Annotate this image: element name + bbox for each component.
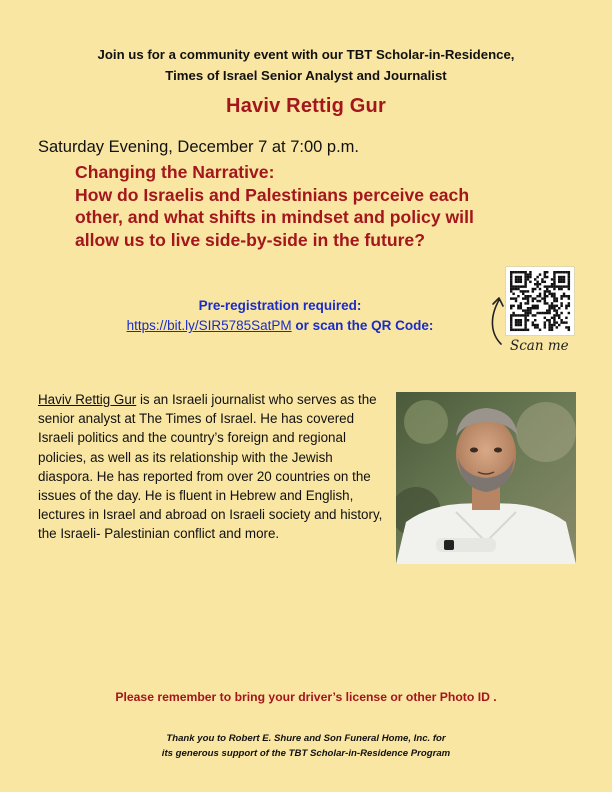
talk-title-line: Changing the Narrative:	[75, 162, 275, 182]
speaker-portrait	[396, 392, 576, 564]
qr-code[interactable]	[505, 266, 575, 336]
event-date: Saturday Evening, December 7 at 7:00 p.m.	[38, 138, 360, 156]
scan-me-label: Scan me	[510, 338, 569, 354]
bio-speaker-name: Haviv Rettig Gur	[38, 392, 137, 407]
registration-line	[80, 316, 480, 336]
photo-id-reminder: Please remember to bring your driver’s license or other Photo ID .	[115, 690, 497, 704]
thanks-line-2: its generous support of the TBT Scholar-in-Residence Program	[161, 748, 451, 759]
sponsor-thanks	[0, 731, 612, 761]
registration-block	[80, 296, 480, 336]
talk-title-line: other, and what shifts in mindset and policy will	[75, 207, 474, 227]
intro-line-2: Times of Israel Senior Analyst and Journalist	[165, 68, 447, 83]
thanks-line-1: Thank you to Robert E. Shure and Son Funeral Home, Inc. for	[166, 733, 446, 744]
bio-text: is an Israeli journalist who serves as the senior analyst at The Times of Israel. He has covered Israeli politics and the country’s foreign and regional policies, as well as its relationship with the Jewish diaspora. He has reported from over 20 countries on the issues of the day. He is fluent in Hebrew and English, lectures in Israel and abroad on Israeli society and history, the Israeli- Palestinian conflict and more.	[38, 392, 383, 542]
speaker-photo	[396, 392, 576, 564]
intro-line-1: Join us for a community event with our TBT Scholar-in-Residence,	[97, 47, 515, 62]
speaker-bio	[38, 390, 390, 544]
talk-title	[75, 161, 575, 251]
registration-required: Pre-registration required:	[198, 298, 362, 313]
intro-text	[0, 44, 612, 86]
scan-qr-text: or scan the QR Code:	[291, 318, 434, 333]
talk-title-line: allow us to live side-by-side in the future?	[75, 229, 425, 250]
qr-code-image	[506, 267, 574, 335]
talk-title-line: How do Israelis and Palestinians perceive each	[75, 184, 470, 205]
speaker-name: Haviv Rettig Gur	[226, 95, 386, 117]
registration-link[interactable]: https://bit.ly/SIR5785SatPM	[126, 318, 292, 333]
